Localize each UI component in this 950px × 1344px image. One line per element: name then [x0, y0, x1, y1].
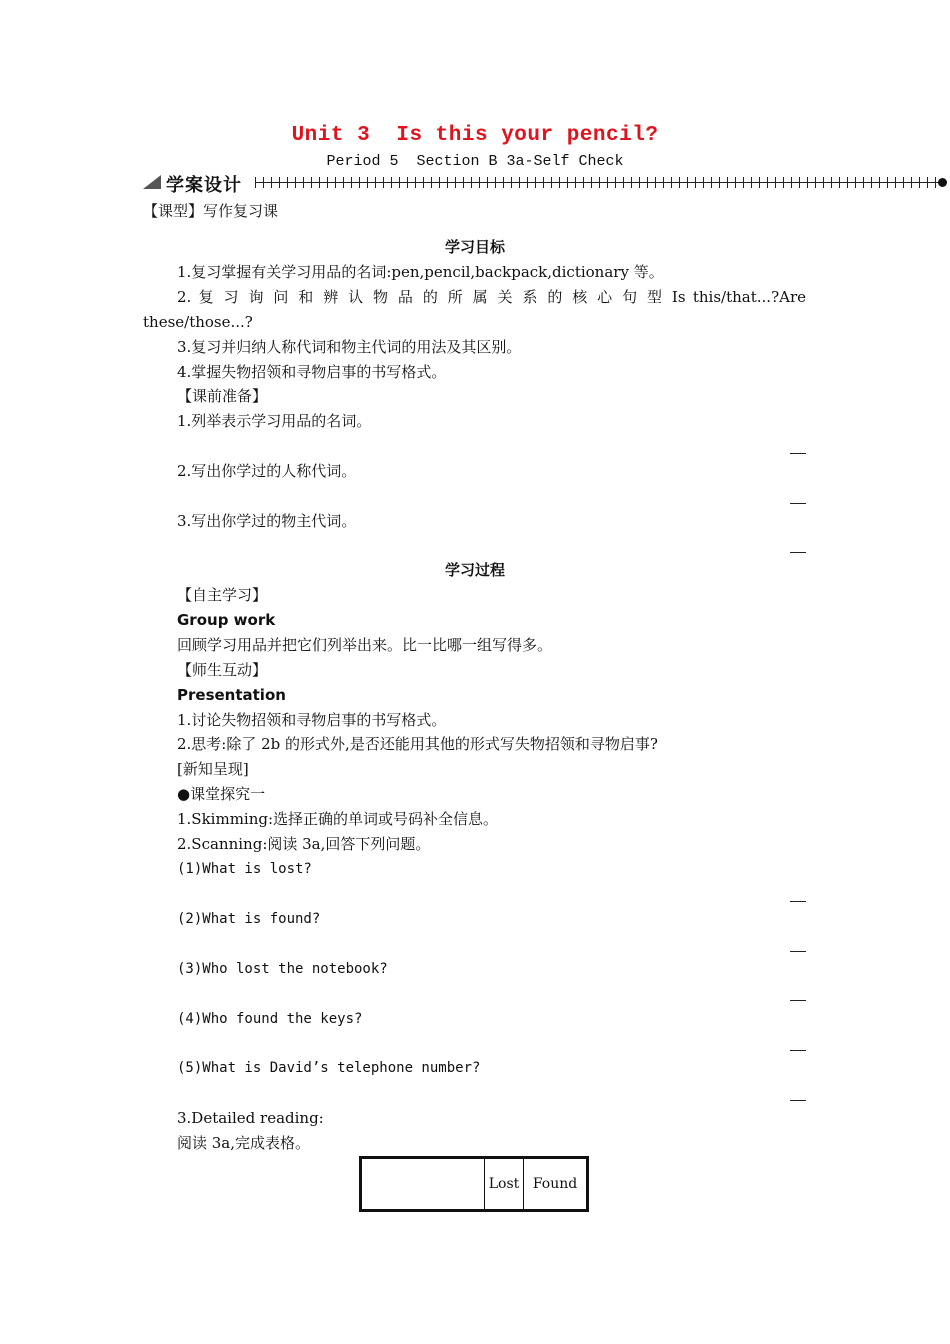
banner-dot-icon [938, 178, 947, 187]
answer-blank[interactable] [790, 503, 806, 504]
skimming-item: 1.Skimming:选择正确的单词或号码补全信息。 [177, 810, 499, 828]
detailed-reading-heading: 3.Detailed reading: [177, 1109, 324, 1127]
new-knowledge-heading: [新知呈现] [177, 760, 249, 778]
goal-item-continued: these/those...? [143, 313, 253, 331]
answer-blank[interactable] [790, 453, 806, 454]
self-study-heading: 【自主学习】 [177, 586, 268, 604]
answer-blank[interactable] [790, 552, 806, 553]
scanning-item: 2.Scanning:阅读 3a,回答下列问题。 [177, 835, 431, 853]
question: (5)What is David’s telephone number? [177, 1060, 481, 1076]
table-header-lost: Lost [485, 1158, 524, 1211]
banner-triangle-icon [143, 175, 161, 189]
answer-blank[interactable] [790, 1000, 806, 1001]
answer-blank[interactable] [790, 951, 806, 952]
prep-item: 2.写出你学过的人称代词。 [177, 462, 357, 480]
goal-item: 1.复习掌握有关学习用品的名词:pen,pencil,backpack,dictionary 等。 [177, 263, 664, 281]
goal-item: 2. 复 习 询 问 和 辨 认 物 品 的 所 属 关 系 的 核 心 句 型 Is this/that...?Are [177, 288, 806, 306]
explore-heading: ●课堂探究一 [177, 785, 266, 803]
table-header-found: Found [524, 1158, 588, 1211]
presentation-item: 2.思考:除了 2b 的形式外,是否还能用其他的形式写失物招领和寻物启事? [177, 735, 658, 753]
table-header-cell[interactable] [361, 1158, 485, 1211]
prep-item: 3.写出你学过的物主代词。 [177, 512, 357, 530]
page-subtitle: Period 5 Section B 3a-Self Check [326, 153, 624, 170]
group-work-heading: Group work [177, 611, 276, 629]
answer-blank[interactable] [790, 1050, 806, 1051]
prep-item: 1.列举表示学习用品的名词。 [177, 412, 372, 430]
presentation-item: 1.讨论失物招领和寻物启事的书写格式。 [177, 711, 447, 729]
prep-heading: 【课前准备】 [177, 387, 268, 405]
goals-heading: 学习目标 [444, 238, 505, 256]
goal-item: 4.掌握失物招领和寻物启事的书写格式。 [177, 363, 447, 381]
question: (2)What is found? [177, 911, 321, 927]
answer-blank[interactable] [790, 1100, 806, 1101]
question: (4)Who found the keys? [177, 1011, 363, 1027]
process-heading: 学习过程 [444, 561, 505, 579]
question: (3)Who lost the notebook? [177, 961, 388, 977]
section-banner [143, 170, 948, 196]
banner-label: 学案设计 [166, 175, 242, 196]
question: (1)What is lost? [177, 861, 312, 877]
lost-found-table [359, 1156, 589, 1212]
group-work-text: 回顾学习用品并把它们列举出来。比一比哪一组写得多。 [177, 636, 553, 654]
interaction-heading: 【师生互动】 [177, 661, 268, 679]
presentation-heading: Presentation [177, 686, 286, 704]
goal-item: 3.复习并归纳人称代词和物主代词的用法及其区别。 [177, 338, 522, 356]
detailed-reading-text: 阅读 3a,完成表格。 [177, 1134, 311, 1152]
banner-ticks [255, 177, 940, 188]
table-row [361, 1158, 588, 1211]
course-type: 【课型】写作复习课 [143, 202, 279, 220]
answer-blank[interactable] [790, 901, 806, 902]
page-title: Unit 3 Is this your pencil? [291, 124, 659, 147]
